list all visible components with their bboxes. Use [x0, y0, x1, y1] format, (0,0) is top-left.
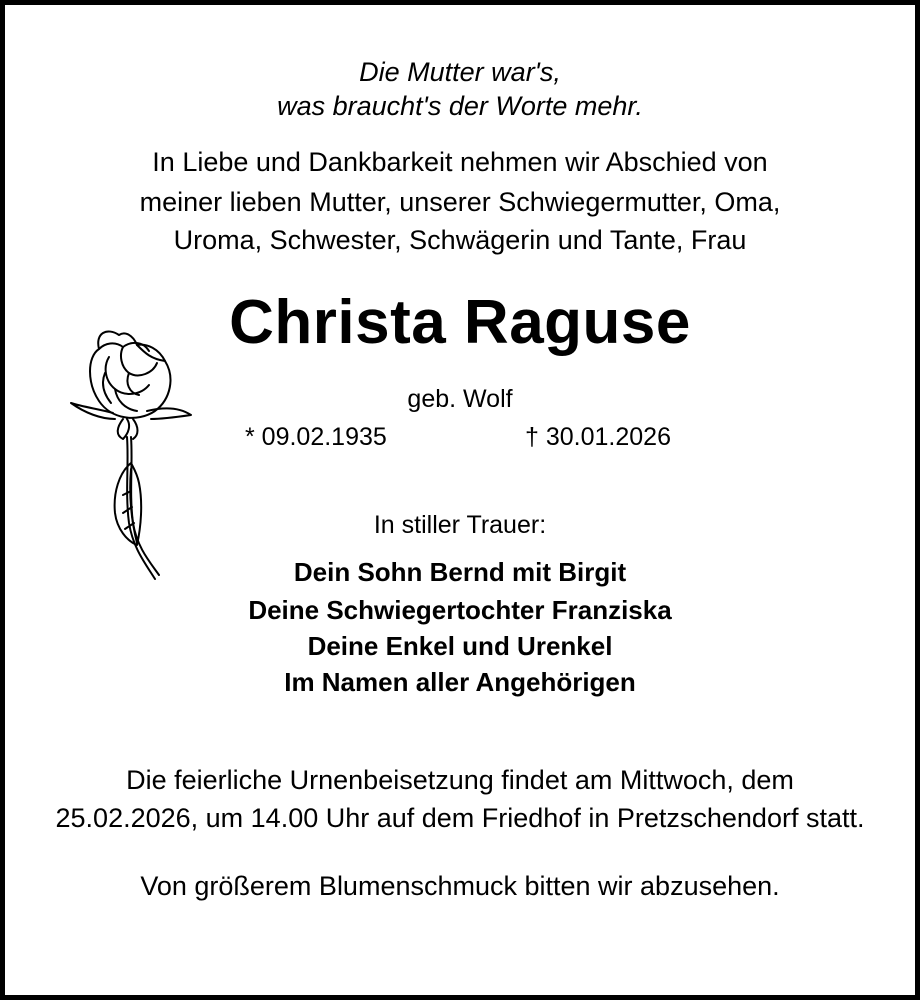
- mourner-line: Deine Enkel und Urenkel: [307, 631, 613, 661]
- birth-date: * 09.02.1935: [245, 423, 387, 451]
- mourner-line: Deine Schwiegertochter Franziska: [248, 595, 672, 625]
- funeral-info-line-1: Die feierliche Urnenbeisetzung findet am Mittwoch, dem: [126, 765, 794, 795]
- intro-line-2: meiner lieben Mutter, unserer Schwiegermutter, Oma,: [139, 187, 781, 217]
- intro-line-1: In Liebe und Dankbarkeit nehmen wir Abschied von: [152, 147, 768, 177]
- motto-line-1: Die Mutter war's,: [359, 57, 561, 87]
- birth-name: geb. Wolf: [407, 385, 513, 413]
- motto-line-2: was braucht's der Worte mehr.: [277, 91, 643, 121]
- deceased-name: Christa Raguse: [229, 288, 691, 357]
- mourning-label: In stiller Trauer:: [373, 511, 547, 539]
- flowers-note: Von größerem Blumenschmuck bitten wir abzusehen.: [140, 871, 780, 901]
- funeral-info-line-2: 25.02.2026, um 14.00 Uhr auf dem Friedhof in Pretzschendorf statt.: [55, 803, 865, 833]
- intro-line-3: Uroma, Schwester, Schwägerin und Tante, Frau: [173, 225, 747, 255]
- rose-icon: [67, 323, 199, 585]
- death-date: † 30.01.2026: [525, 423, 671, 451]
- mourner-line: Dein Sohn Bernd mit Birgit: [293, 557, 627, 587]
- mourner-line: Im Namen aller Angehörigen: [284, 667, 636, 697]
